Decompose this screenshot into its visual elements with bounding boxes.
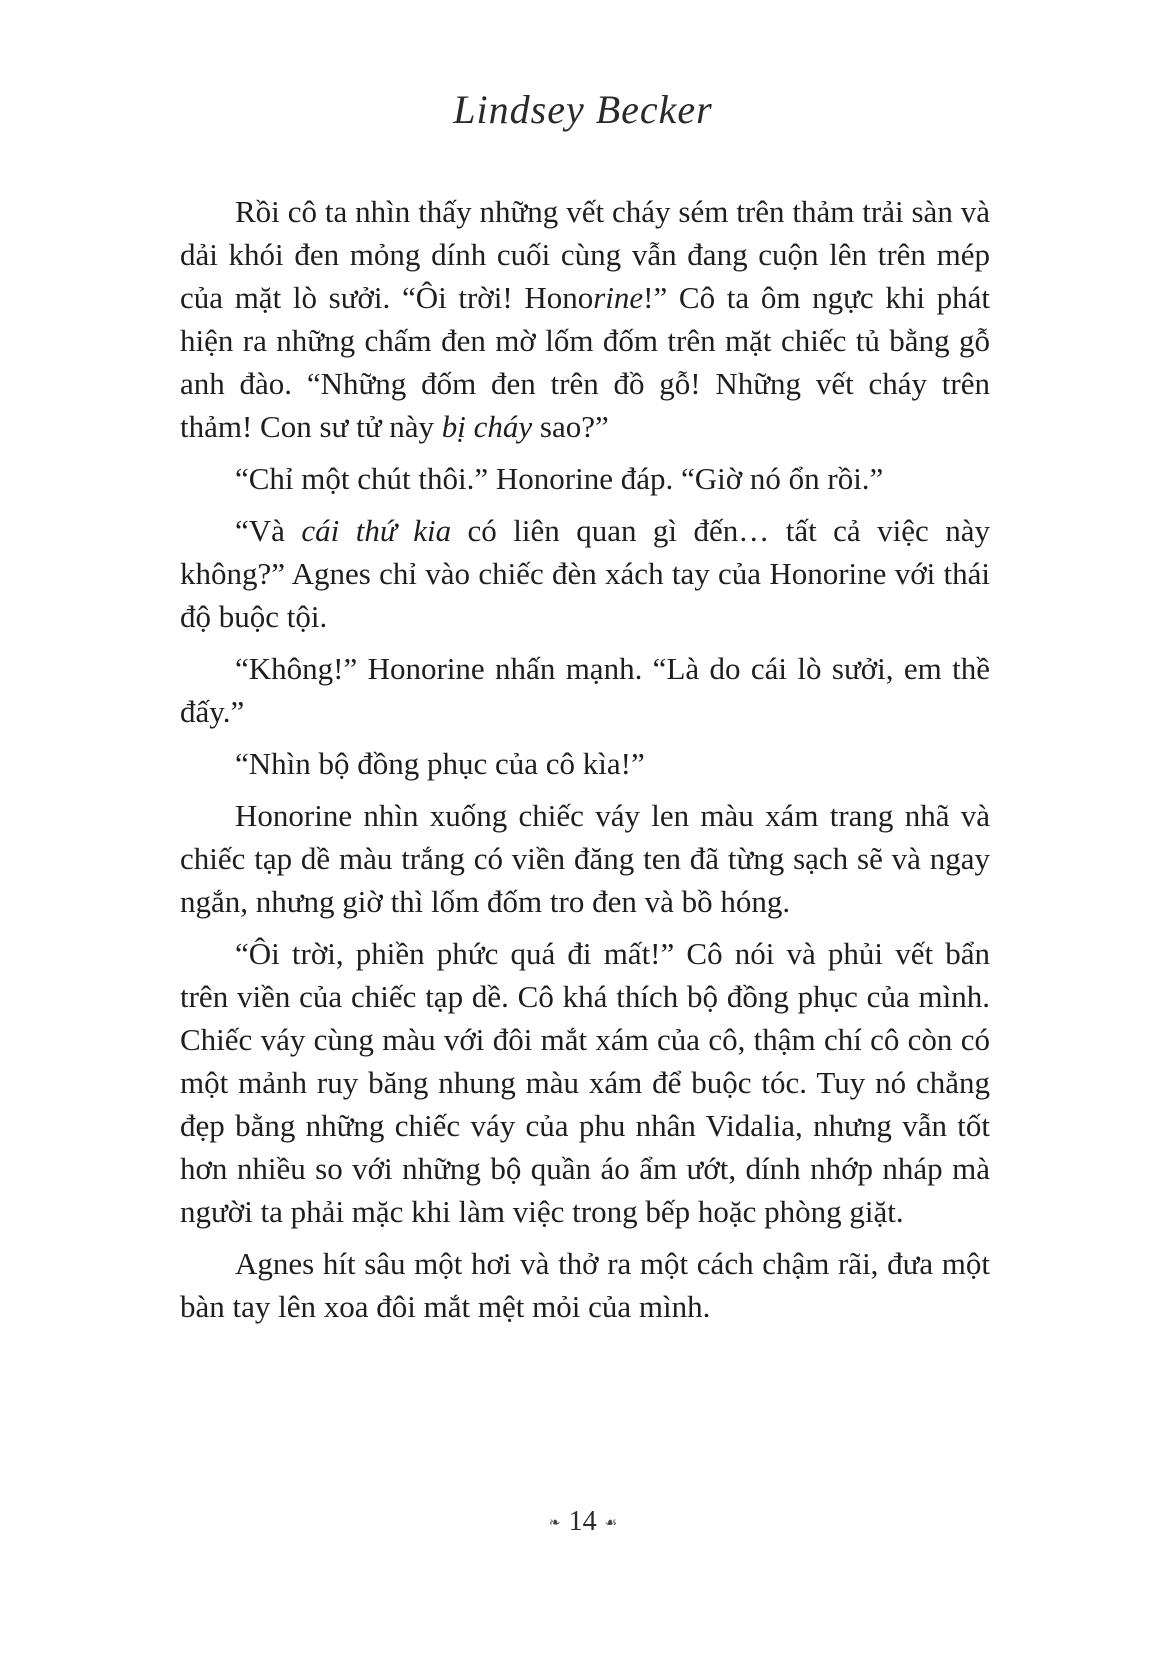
running-header-author: Lindsey Becker: [453, 87, 713, 132]
paragraph-text: “Ôi trời, phiền phức quá đi mất!” Cô nói và phủi vết bẩn trên viền của chiếc tạp dề. Cô khá thích bộ đồng phục của mình. Chiếc váy cùng màu với đôi mắt xám của cô, thậm chí cô còn có một mảnh ruy băng nhung màu xám để buộc tóc. Tuy nó chẳng đẹp bằng những chiếc váy của phu nhân Vidalia, nhưng vẫn tốt hơn nhiều so với những bộ quần áo ẩm ướt, dính nhớp nháp mà người ta phải mặc khi làm việc trong bếp hoặc phòng giặt.: [180, 936, 990, 1229]
paragraph-text: Rồi cô ta nhìn thấy những vết cháy sém trên thảm trải sàn và dải khói đen mỏng dính cuối cùng vẫn đang cuộn lên trên mép của mặt lò sưởi. “Ôi trời! Hono: [180, 194, 990, 315]
paragraph-text: “Không!” Honorine nhấn mạnh. “Là do cái lò sưởi, em thề đấy.”: [180, 651, 990, 729]
paragraph-text: “Và: [235, 513, 302, 548]
paragraph-italic-text: bị cháy: [441, 409, 533, 444]
paragraph-italic-text: cái thứ kia: [301, 513, 452, 548]
paragraph-italic-text: rine: [593, 280, 644, 315]
paragraph-text: Agnes hít sâu một hơi và thở ra một cách chậm rãi, đưa một bàn tay lên xoa đôi mắt mệt mỏi của mình.: [180, 1246, 990, 1324]
paragraph-text: “Chỉ một chút thôi.” Honorine đáp. “Giờ nó ổn rồi.”: [235, 461, 884, 496]
paragraph: [180, 1242, 990, 1328]
paragraph-text: có liên quan gì đến… tất cả việc này không?” Agnes chỉ vào chiếc đèn xách tay của Honorine với thái độ buộc tội.: [180, 513, 991, 634]
paragraph: [180, 932, 990, 1233]
paragraph-text: !” Cô ta ôm ngực khi phát hiện ra những chấm đen mờ lốm đốm trên mặt chiếc tủ bằng gỗ anh đào. “Những đốm đen trên đồ gỗ! Những vết cháy trên thảm! Con sư tử này: [180, 280, 991, 444]
paragraph-text: Honorine nhìn xuống chiếc váy len màu xám trang nhã và chiếc tạp dề màu trắng có viền đăng ten đã từng sạch sẽ và ngay ngắn, nhưng giờ thì lốm đốm tro đen và bồ hóng.: [180, 798, 990, 919]
paragraph: [180, 647, 990, 733]
right-ornament-icon: ☙: [604, 1516, 618, 1532]
paragraph-text: sao?”: [532, 409, 609, 444]
body-text: [180, 190, 990, 1328]
paragraph: [180, 509, 990, 638]
page-footer: [0, 1506, 1166, 1538]
left-ornament-icon: ❧: [548, 1516, 561, 1532]
paragraph: [180, 794, 990, 923]
paragraph-text: “Nhìn bộ đồng phục của cô kìa!”: [235, 746, 645, 781]
paragraph: [180, 190, 990, 448]
paragraph: [180, 457, 990, 500]
page-number: 14: [568, 1506, 597, 1537]
paragraph: [180, 742, 990, 785]
